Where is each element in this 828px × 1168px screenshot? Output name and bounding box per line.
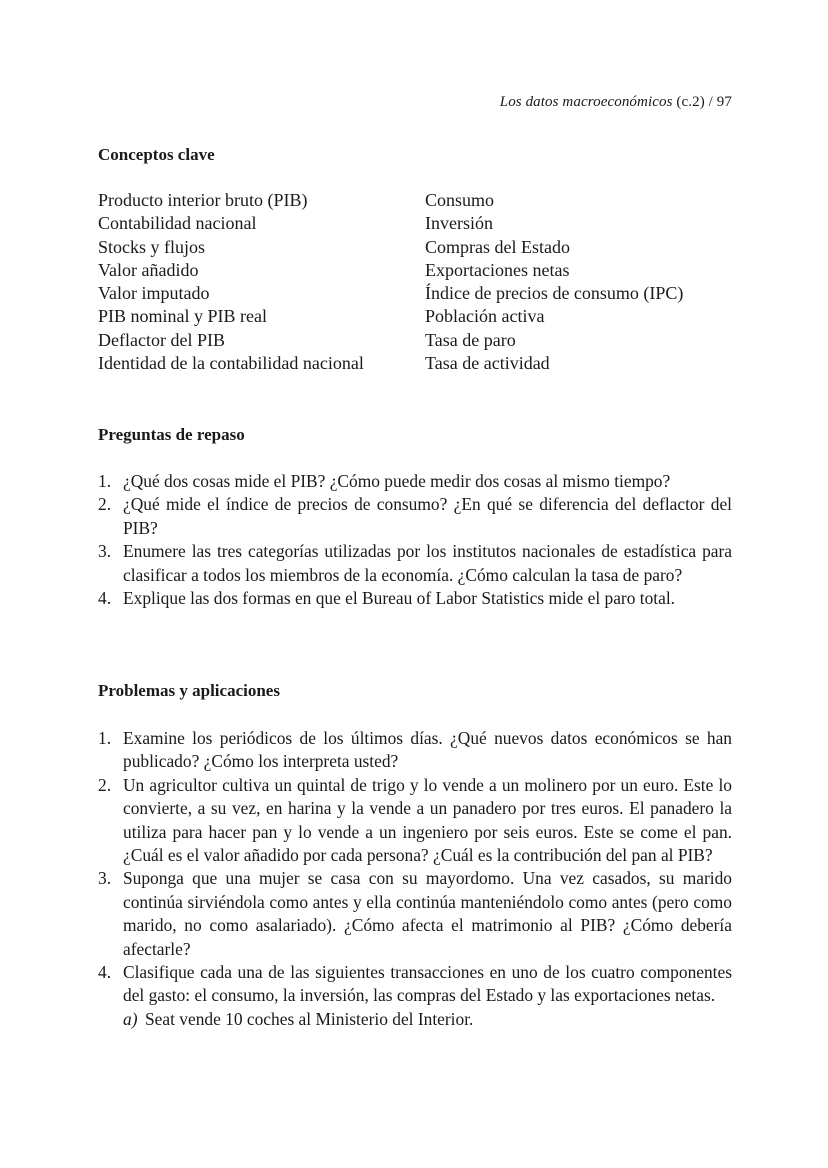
list-item — [98, 493, 732, 540]
problems-heading: Problemas y aplicaciones — [98, 681, 280, 700]
item-text: Explique las dos formas en que el Bureau of Labor Statistics mide el paro total. — [123, 588, 676, 609]
concept-row — [98, 329, 738, 352]
concept-row — [98, 352, 738, 375]
item-number: 1. — [98, 728, 112, 748]
concept-row — [98, 259, 738, 282]
concept-term: Contabilidad nacional — [98, 213, 257, 234]
concept-row — [98, 236, 738, 259]
item-text: Examine los periódicos de los últimos días. ¿Qué nuevos datos económicos se han publicado? ¿Cómo los interpreta usted? — [123, 728, 732, 772]
item-number: 2. — [98, 494, 112, 515]
item-text: ¿Qué mide el índice de precios de consumo? ¿En qué se diferencia del deflactor del PIB? — [123, 494, 732, 538]
concept-term: Producto interior bruto (PIB) — [98, 190, 308, 210]
concept-row — [98, 189, 738, 212]
concept-term: Consumo — [425, 190, 495, 210]
item-number: 3. — [98, 868, 112, 889]
chapter-ref: (c.2) — [676, 94, 705, 110]
running-header — [500, 94, 732, 111]
header-separator: / — [708, 94, 713, 110]
sub-item-text: Seat vende 10 coches al Ministerio del Interior. — [145, 1008, 474, 1029]
list-item — [98, 727, 732, 774]
concept-row — [98, 305, 738, 328]
list-item — [98, 587, 732, 610]
item-number: 4. — [98, 588, 112, 609]
concept-term: Deflactor del PIB — [98, 329, 225, 350]
key-concepts-list — [98, 189, 738, 375]
concept-term: Tasa de paro — [425, 329, 516, 350]
item-text: ¿Qué dos cosas mide el PIB? ¿Cómo puede medir dos cosas al mismo tiempo? — [123, 471, 671, 491]
item-number: 1. — [98, 471, 112, 491]
review-questions-list — [98, 470, 732, 610]
item-text: Enumere las tres categorías utilizadas por los institutos nacionales de estadística para clasificar a todos los miembros de la economía. ¿Cómo calculan la tasa de paro? — [123, 541, 732, 585]
concept-term: Valor imputado — [98, 283, 210, 304]
concept-term: Índice de precios de consumo (IPC) — [425, 283, 684, 304]
sub-item-label: a) — [123, 1008, 138, 1029]
concept-term: Valor añadido — [98, 259, 199, 280]
list-item — [98, 540, 732, 587]
concept-row — [98, 282, 738, 305]
concept-term: Tasa de actividad — [425, 353, 550, 374]
concept-term: PIB nominal y PIB real — [98, 306, 267, 327]
list-item — [98, 961, 732, 1008]
review-questions-heading: Preguntas de repaso — [98, 425, 245, 444]
concept-term: Población activa — [425, 306, 545, 327]
list-item — [98, 774, 732, 868]
list-item — [98, 867, 732, 961]
item-number: 2. — [98, 774, 112, 795]
running-title: Los datos macroeconómicos — [499, 94, 673, 110]
key-concepts-heading: Conceptos clave — [98, 145, 215, 164]
concept-term: Compras del Estado — [425, 236, 570, 257]
concept-term: Inversión — [425, 213, 493, 234]
item-text: Clasifique cada una de las siguientes transacciones en uno de los cuatro componentes del gasto: el consumo, la inversión, las compras del Estado y las exportaciones netas. — [123, 962, 732, 1006]
sub-list-item — [98, 1008, 732, 1031]
list-item — [98, 470, 732, 493]
item-number: 3. — [98, 541, 112, 562]
problems-list — [98, 727, 732, 1031]
page-number: 97 — [716, 94, 732, 110]
concept-term: Stocks y flujos — [98, 236, 206, 257]
concept-term: Identidad de la contabilidad nacional — [98, 353, 364, 374]
concept-term: Exportaciones netas — [425, 259, 570, 280]
item-text: Suponga que una mujer se casa con su mayordomo. Una vez casados, su marido continúa sirviéndola como antes y ella continúa manteniéndolo como antes (pero como marido, no como asalariado). ¿Cómo afecta el matrimonio al PIB? ¿Cómo debería afectarle? — [123, 868, 732, 959]
item-number: 4. — [98, 962, 112, 983]
concept-row — [98, 212, 738, 235]
item-text: Un agricultor cultiva un quintal de trigo y lo vende a un molinero por un euro. Este lo convierte, a su vez, en harina y la vende a un panadero por tres euros. El panadero la utiliza para hacer pan y lo vende a un ingeniero por seis euros. Este se come el pan. ¿Cuál es el valor añadido por cada persona? ¿Cuál es la contribución del pan al PIB? — [123, 774, 732, 866]
